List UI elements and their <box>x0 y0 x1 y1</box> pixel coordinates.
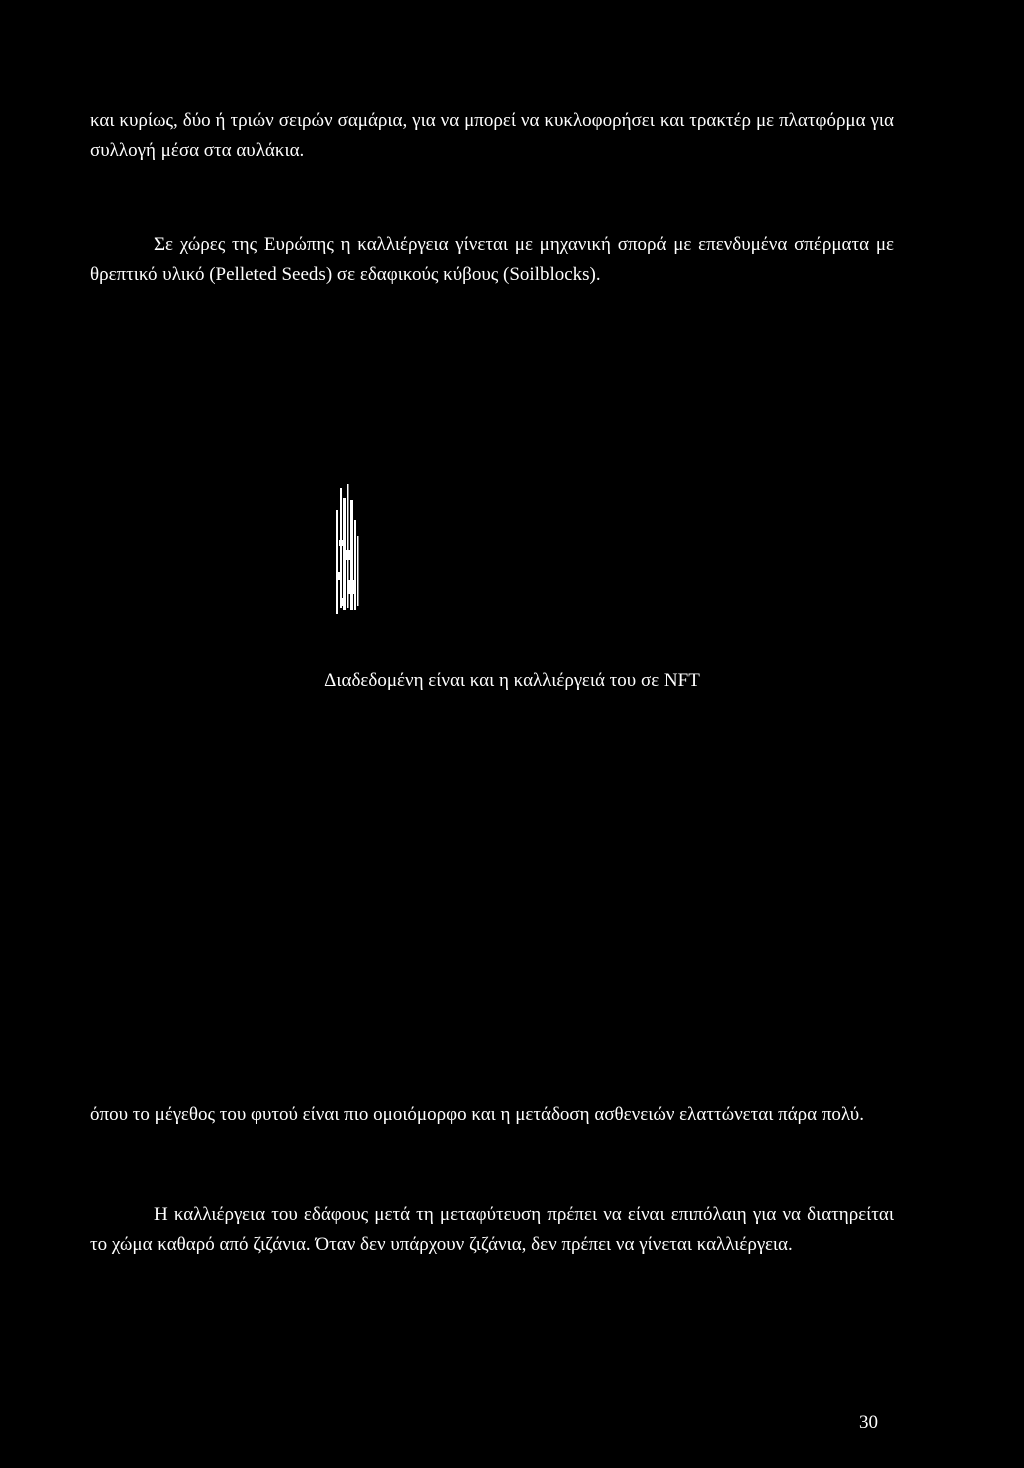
paragraph-4: Η καλλιέργεια του εδάφους μετά τη μεταφύτευση πρέπει να είναι επιπόλαιη για να διατηρείται το χώμα καθαρό από ζιζάνια. Όταν δεν υπάρχουν ζιζάνια, δεν πρέπει να γίνεται καλλιέργεια. <box>90 1204 894 1255</box>
paragraph-3: όπου το μέγεθος του φυτού είναι πιο ομοιόμορφο και η μετάδοση ασθενειών ελαττώνεται πάρα πολύ. <box>90 1104 864 1125</box>
page-number: 30 <box>859 1412 878 1433</box>
figure-caption: Διαδεδομένη είναι και η καλλιέργειά του σε NFT <box>324 670 700 691</box>
plant-icon <box>328 480 368 620</box>
nft-figure-image <box>328 480 368 620</box>
paragraph-2: Σε χώρες της Ευρώπης η καλλιέργεια γίνεται με μηχανική σπορά με επενδυμένα σπέρματα με θρεπτικό υλικό (Pelleted Seeds) σε εδαφικούς κύβους (Soilblocks). <box>90 234 894 285</box>
paragraph-1: και κυρίως, δύο ή τριών σειρών σαμάρια, για να μπορεί να κυκλοφορήσει και τρακτέρ με πλατφόρμα για συλλογή μέσα στα αυλάκια. <box>90 110 894 161</box>
